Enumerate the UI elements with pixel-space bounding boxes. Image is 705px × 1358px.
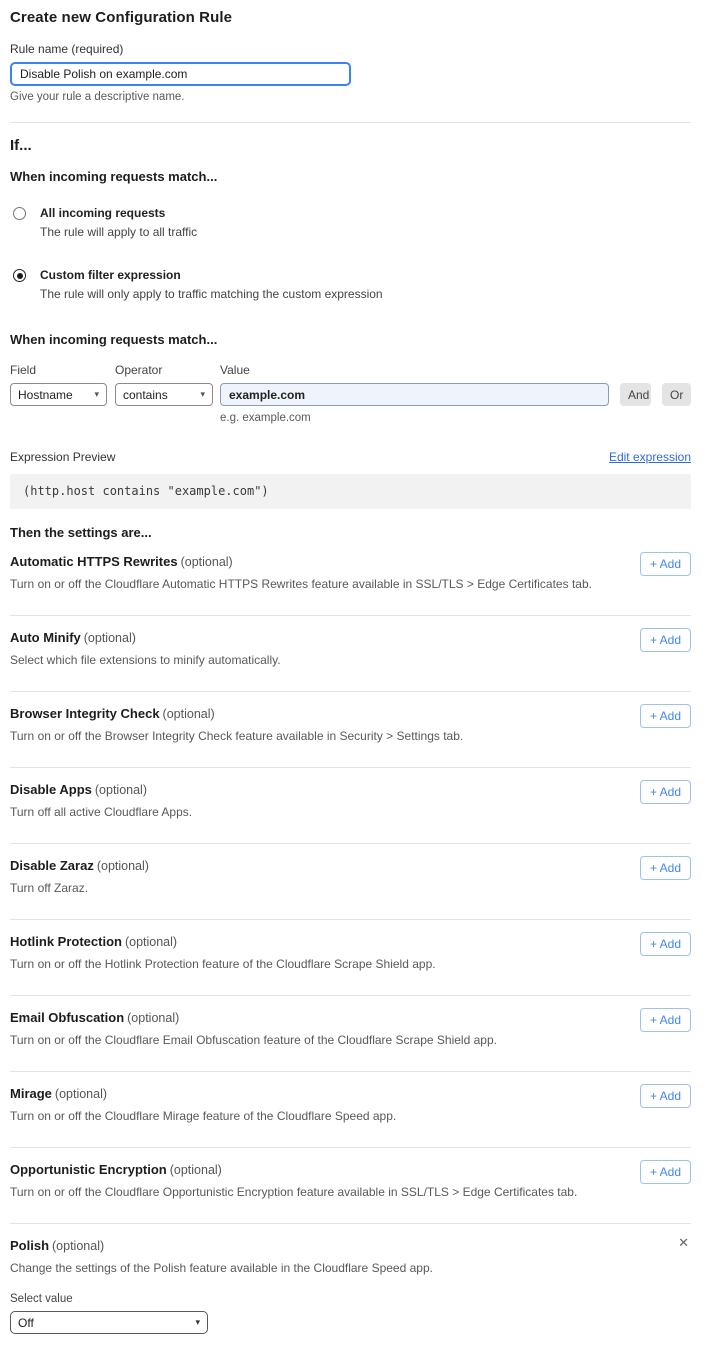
value-input[interactable] — [220, 383, 609, 406]
polish-value-select[interactable] — [10, 1311, 208, 1334]
setting-item-polish — [10, 1224, 691, 1358]
setting-name: Polish — [10, 1238, 50, 1253]
setting-optional-tag: (optional) — [180, 555, 233, 569]
radio-label-custom-filter: Custom filter expression — [40, 268, 181, 282]
add-setting-button[interactable]: + Add — [640, 856, 691, 880]
page-title: Create new Configuration Rule — [10, 9, 233, 26]
setting-description: Turn on or off the Cloudflare Opportunistic Encryption feature available in SSL/TLS > Edge Certificates tab. — [10, 1185, 578, 1199]
field-label: Field — [10, 363, 37, 377]
add-setting-button[interactable]: + Add — [640, 704, 691, 728]
setting-item-email-obfuscation — [10, 996, 691, 1072]
chevron-down-icon: ▾ — [195, 1317, 200, 1327]
expression-builder-heading: When incoming requests match... — [10, 332, 218, 347]
setting-description: Change the settings of the Polish feature available in the Cloudflare Speed app. — [10, 1261, 433, 1275]
add-setting-button[interactable]: + Add — [640, 1084, 691, 1108]
add-setting-button[interactable]: + Add — [640, 932, 691, 956]
setting-optional-tag: (optional) — [124, 935, 178, 949]
setting-item-disable-apps — [10, 768, 691, 844]
setting-item-opportunistic-encryption — [10, 1148, 691, 1224]
expression-builder-labels — [10, 363, 691, 377]
setting-description: Turn off all active Cloudflare Apps. — [10, 805, 193, 819]
setting-item-mirage — [10, 1072, 691, 1148]
add-setting-button[interactable]: + Add — [640, 628, 691, 652]
radio-desc-custom-filter: The rule will only apply to traffic matching the custom expression — [40, 287, 383, 301]
setting-name: Email Obfuscation — [10, 1010, 125, 1025]
setting-name: Auto Minify — [10, 630, 81, 645]
rule-name-label: Rule name (required) — [10, 42, 124, 56]
then-settings-heading: Then the settings are... — [10, 525, 152, 540]
expression-builder-row — [10, 383, 691, 406]
and-button[interactable]: And — [620, 383, 651, 406]
setting-description: Turn on or off the Cloudflare Email Obfuscation feature of the Cloudflare Scrape Shield app. — [10, 1033, 497, 1047]
setting-item-hotlink-protection — [10, 920, 691, 996]
setting-item-browser-integrity-check — [10, 692, 691, 768]
setting-description: Select which file extensions to minify automatically. — [10, 653, 281, 667]
add-setting-button[interactable]: + Add — [640, 1008, 691, 1032]
radio-button-selected-icon[interactable] — [13, 269, 26, 282]
field-select-value: Hostname — [18, 387, 73, 402]
if-section-heading: If... — [10, 137, 32, 154]
add-setting-button[interactable]: + Add — [640, 552, 691, 576]
setting-name: Hotlink Protection — [10, 934, 122, 949]
radio-button-unselected-icon[interactable] — [13, 207, 26, 220]
setting-name: Automatic HTTPS Rewrites — [10, 554, 178, 569]
expression-preview-label: Expression Preview — [10, 450, 116, 464]
setting-optional-tag: (optional) — [127, 1011, 180, 1025]
rule-name-input[interactable] — [10, 62, 351, 86]
value-label: Value — [220, 363, 250, 377]
setting-name: Disable Apps — [10, 782, 92, 797]
setting-description: Turn on or off the Cloudflare Mirage feature of the Cloudflare Speed app. — [10, 1109, 397, 1123]
setting-optional-tag: (optional) — [94, 783, 147, 797]
radio-option-all-incoming[interactable] — [10, 206, 691, 239]
setting-item-auto-minify — [10, 616, 691, 692]
add-setting-button[interactable]: + Add — [640, 1160, 691, 1184]
setting-optional-tag: (optional) — [162, 707, 215, 721]
expression-preview-code: (http.host contains "example.com") — [10, 474, 691, 509]
setting-name: Opportunistic Encryption — [10, 1162, 167, 1177]
value-helper: e.g. example.com — [220, 412, 311, 424]
setting-optional-tag: (optional) — [83, 631, 136, 645]
operator-select[interactable] — [115, 383, 213, 406]
setting-description: Turn off Zaraz. — [10, 881, 89, 895]
section-divider — [10, 122, 691, 123]
setting-description: Turn on or off the Cloudflare Automatic HTTPS Rewrites feature available in SSL/TLS > Edge Certificates tab. — [10, 577, 592, 591]
close-icon[interactable]: ✕ — [678, 1235, 689, 1250]
expression-preview-row — [10, 450, 691, 464]
setting-item-automatic-https-rewrites — [10, 540, 691, 616]
polish-select-label: Select value — [10, 1293, 73, 1305]
radio-desc-all-incoming: The rule will apply to all traffic — [40, 225, 198, 239]
incoming-requests-match-heading: When incoming requests match... — [10, 169, 218, 184]
field-select[interactable] — [10, 383, 107, 406]
setting-optional-tag: (optional) — [169, 1163, 222, 1177]
rule-name-helper: Give your rule a descriptive name. — [10, 91, 185, 103]
operator-label: Operator — [115, 363, 163, 377]
setting-description: Turn on or off the Hotlink Protection feature of the Cloudflare Scrape Shield app. — [10, 957, 436, 971]
setting-optional-tag: (optional) — [54, 1087, 108, 1101]
setting-optional-tag: (optional) — [52, 1239, 105, 1253]
operator-select-value: contains — [123, 387, 168, 402]
edit-expression-link[interactable]: Edit expression — [608, 450, 691, 464]
chevron-down-icon: ▾ — [94, 389, 99, 399]
setting-optional-tag: (optional) — [96, 859, 149, 873]
radio-option-custom-filter[interactable] — [10, 268, 691, 301]
setting-name: Disable Zaraz — [10, 858, 94, 873]
chevron-down-icon: ▾ — [200, 389, 205, 399]
setting-item-disable-zaraz — [10, 844, 691, 920]
polish-select-value: Off — [18, 1315, 34, 1330]
setting-name: Browser Integrity Check — [10, 706, 160, 721]
setting-description: Turn on or off the Browser Integrity Check feature available in Security > Settings tab. — [10, 729, 464, 743]
or-button[interactable]: Or — [662, 383, 691, 406]
radio-label-all-incoming: All incoming requests — [40, 206, 166, 220]
add-setting-button[interactable]: + Add — [640, 780, 691, 804]
setting-name: Mirage — [10, 1086, 52, 1101]
